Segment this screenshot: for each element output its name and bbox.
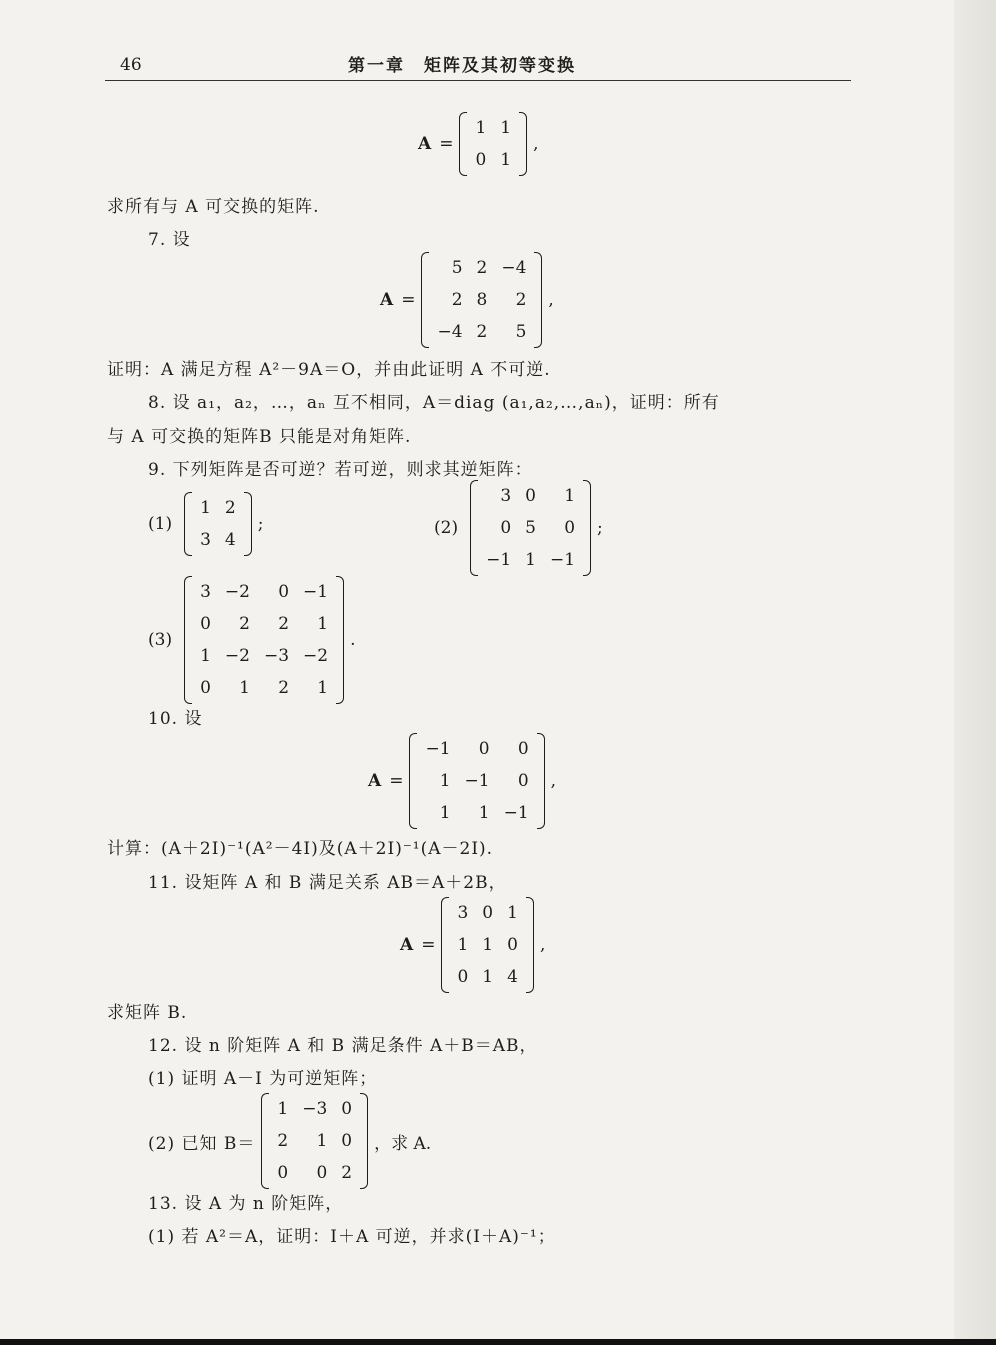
matrix-entry: 1	[277, 1099, 289, 1119]
matrix-entry: 2	[476, 258, 488, 278]
matrix-entry: −3	[263, 646, 290, 666]
q11-equation	[400, 897, 545, 993]
matrix-entry: −1	[486, 550, 512, 570]
q10-text: 计算：(A＋2I)⁻¹(A²－4I)及(A＋2I)⁻¹(A－2I).	[107, 839, 494, 859]
q10-intro: 10. 设	[148, 709, 203, 729]
matrix-row	[193, 672, 335, 704]
matrix-entry: 1	[564, 486, 576, 506]
matrix-entry: −2	[224, 646, 250, 666]
q9-part2	[434, 480, 603, 576]
matrix-entry: 0	[278, 582, 290, 602]
q13-intro: 13. 设 A 为 n 阶矩阵，	[148, 1194, 344, 1214]
q8-line1: 8. 设 a₁，a₂，…，aₙ 互不相同，A＝diag (a₁,a₂,…,aₙ)，证明：所有	[148, 393, 720, 413]
q9-part1-matrix	[184, 492, 252, 556]
matrix-entry: −1	[303, 582, 329, 602]
q8-line2: 与 A 可交换的矩阵B 只能是对角矩阵.	[107, 427, 412, 447]
page-header	[0, 0, 996, 90]
matrix-entry: 5	[451, 258, 463, 278]
matrix-entry: 1	[317, 614, 329, 634]
scan-bottom-edge	[0, 1339, 996, 1345]
q9-part2-matrix	[470, 480, 591, 576]
q6-matrix	[459, 112, 527, 176]
q11-tail: ,	[539, 935, 546, 955]
q9-part3-matrix	[184, 576, 344, 704]
equals-sign: =	[389, 771, 404, 791]
matrix-entry: 3	[200, 530, 211, 550]
q9-intro: 9. 下列矩阵是否可逆？若可逆，则求其逆矩阵：	[148, 460, 533, 480]
q6-text: 求所有与 A 可交换的矩阵.	[107, 197, 320, 217]
matrix-entry: 0	[277, 1163, 289, 1183]
matrix-row	[418, 733, 535, 765]
q13-part1: (1) 若 A²＝A，证明：I＋A 可逆，并求(I＋A)⁻¹；	[148, 1227, 556, 1247]
matrix-entry: 1	[500, 150, 512, 170]
matrix-row	[193, 608, 335, 640]
matrix-entry: −2	[303, 646, 329, 666]
running-head: 第一章 矩阵及其初等变换	[348, 56, 576, 76]
matrix-entry: 0	[517, 771, 529, 791]
q7-lhs: A	[380, 290, 394, 310]
matrix-row	[479, 480, 582, 512]
matrix-row	[418, 765, 535, 797]
matrix-entry: 2	[451, 290, 463, 310]
matrix-row	[270, 1125, 359, 1157]
matrix-row	[430, 252, 533, 284]
q9-part3-label: (3)	[148, 630, 173, 650]
matrix-entry: 0	[507, 935, 518, 955]
matrix-entry: 0	[200, 614, 211, 634]
matrix-entry: 2	[476, 322, 488, 342]
equals-sign: =	[439, 134, 454, 154]
matrix-entry: 2	[224, 498, 236, 518]
matrix-entry: 5	[515, 322, 527, 342]
equals-sign: =	[421, 935, 436, 955]
matrix-entry: 5	[525, 518, 536, 538]
matrix-entry: 0	[525, 486, 536, 506]
matrix-entry: 1	[316, 1131, 328, 1151]
matrix-row	[468, 112, 518, 144]
matrix-row	[270, 1157, 359, 1189]
q9-part3	[148, 576, 356, 704]
matrix-row	[479, 544, 582, 576]
q7-text: 证明：A 满足方程 A²－9A＝O，并由此证明 A 不可逆.	[107, 360, 551, 380]
matrix-entry: 2	[341, 1163, 353, 1183]
matrix-entry: 2	[515, 290, 527, 310]
matrix-entry: 4	[507, 967, 518, 987]
q11-lhs: A	[400, 935, 414, 955]
matrix-row	[430, 284, 533, 316]
matrix-entry: 2	[278, 614, 290, 634]
q12-part1: (1) 证明 A－I 为可逆矩阵；	[148, 1069, 378, 1089]
matrix-row	[468, 144, 518, 176]
matrix-entry: 1	[482, 935, 494, 955]
matrix-row	[450, 961, 524, 993]
matrix-entry: 1	[478, 803, 490, 823]
matrix-row	[193, 492, 243, 524]
matrix-entry: −3	[302, 1099, 328, 1119]
matrix-entry: −2	[224, 582, 250, 602]
matrix-entry: 1	[482, 967, 494, 987]
matrix-entry: 0	[475, 150, 487, 170]
matrix-entry: −4	[501, 258, 527, 278]
matrix-entry: 0	[500, 518, 512, 538]
q10-equation	[368, 733, 556, 829]
q6-lhs: A	[418, 134, 432, 154]
q9-part1	[148, 492, 263, 556]
matrix-entry: 0	[482, 903, 494, 923]
matrix-row	[418, 797, 535, 829]
matrix-row	[479, 512, 582, 544]
matrix-entry: 1	[500, 118, 512, 138]
matrix-entry: 1	[475, 118, 487, 138]
q11-text: 求矩阵 B.	[107, 1003, 188, 1023]
matrix-entry: 1	[200, 498, 211, 518]
matrix-entry: 1	[439, 771, 451, 791]
q9-part3-tail: .	[350, 630, 356, 650]
matrix-entry: 1	[439, 803, 451, 823]
matrix-entry: −1	[503, 803, 529, 823]
matrix-entry: 4	[224, 530, 236, 550]
matrix-row	[193, 576, 335, 608]
matrix-row	[193, 640, 335, 672]
matrix-entry: 2	[239, 614, 250, 634]
q12-part2	[148, 1093, 431, 1189]
q9-part2-tail: ;	[597, 518, 603, 538]
matrix-entry: −1	[549, 550, 576, 570]
q7-intro: 7. 设	[148, 230, 191, 250]
matrix-entry: 0	[564, 518, 576, 538]
matrix-entry: 2	[277, 1131, 289, 1151]
q12-part2-suffix: ，求 A.	[374, 1133, 432, 1154]
q9-part2-label: (2)	[434, 518, 459, 538]
q7-equation	[380, 252, 554, 348]
q12-intro: 12. 设 n 阶矩阵 A 和 B 满足条件 A＋B＝AB，	[148, 1036, 538, 1056]
q11-intro: 11. 设矩阵 A 和 B 满足关系 AB＝A＋2B，	[148, 873, 507, 893]
q11-matrix	[441, 897, 533, 993]
matrix-entry: 0	[316, 1163, 328, 1183]
matrix-entry: −1	[425, 739, 451, 759]
q7-matrix	[421, 252, 542, 348]
matrix-row	[450, 897, 524, 929]
matrix-entry: 3	[457, 903, 469, 923]
matrix-entry: 3	[200, 582, 211, 602]
matrix-entry: 1	[317, 678, 329, 698]
matrix-row	[450, 929, 524, 961]
matrix-entry: 8	[476, 290, 488, 310]
matrix-row	[430, 316, 533, 348]
page-number: 46	[120, 55, 142, 75]
page-edge-shade	[954, 0, 996, 1345]
matrix-entry: 0	[200, 678, 211, 698]
q10-lhs: A	[368, 771, 382, 791]
q10-tail: ,	[550, 771, 557, 791]
matrix-entry: 1	[200, 646, 211, 666]
matrix-entry: 0	[341, 1131, 353, 1151]
matrix-entry: 1	[239, 678, 250, 698]
q10-matrix	[409, 733, 544, 829]
matrix-entry: 2	[278, 678, 290, 698]
matrix-entry: −1	[464, 771, 490, 791]
matrix-row	[193, 524, 243, 556]
q6-tail: ,	[533, 134, 539, 154]
matrix-entry: 1	[507, 903, 518, 923]
matrix-entry: 0	[478, 739, 490, 759]
matrix-entry: 1	[457, 935, 469, 955]
matrix-entry: −4	[437, 322, 463, 342]
q12-matrix	[261, 1093, 368, 1189]
q12-part2-prefix: (2) 已知 B＝	[148, 1133, 256, 1154]
q6-equation	[418, 112, 539, 176]
q9-part1-label: (1)	[148, 514, 173, 534]
q7-tail: ,	[548, 290, 554, 310]
header-rule	[105, 80, 851, 81]
matrix-entry: 0	[341, 1099, 353, 1119]
q9-part1-tail: ;	[257, 514, 264, 534]
matrix-entry: 3	[500, 486, 512, 506]
matrix-entry: 1	[525, 550, 536, 570]
matrix-entry: 0	[517, 739, 529, 759]
matrix-entry: 0	[457, 967, 469, 987]
matrix-row	[270, 1093, 359, 1125]
equals-sign: =	[401, 290, 416, 310]
